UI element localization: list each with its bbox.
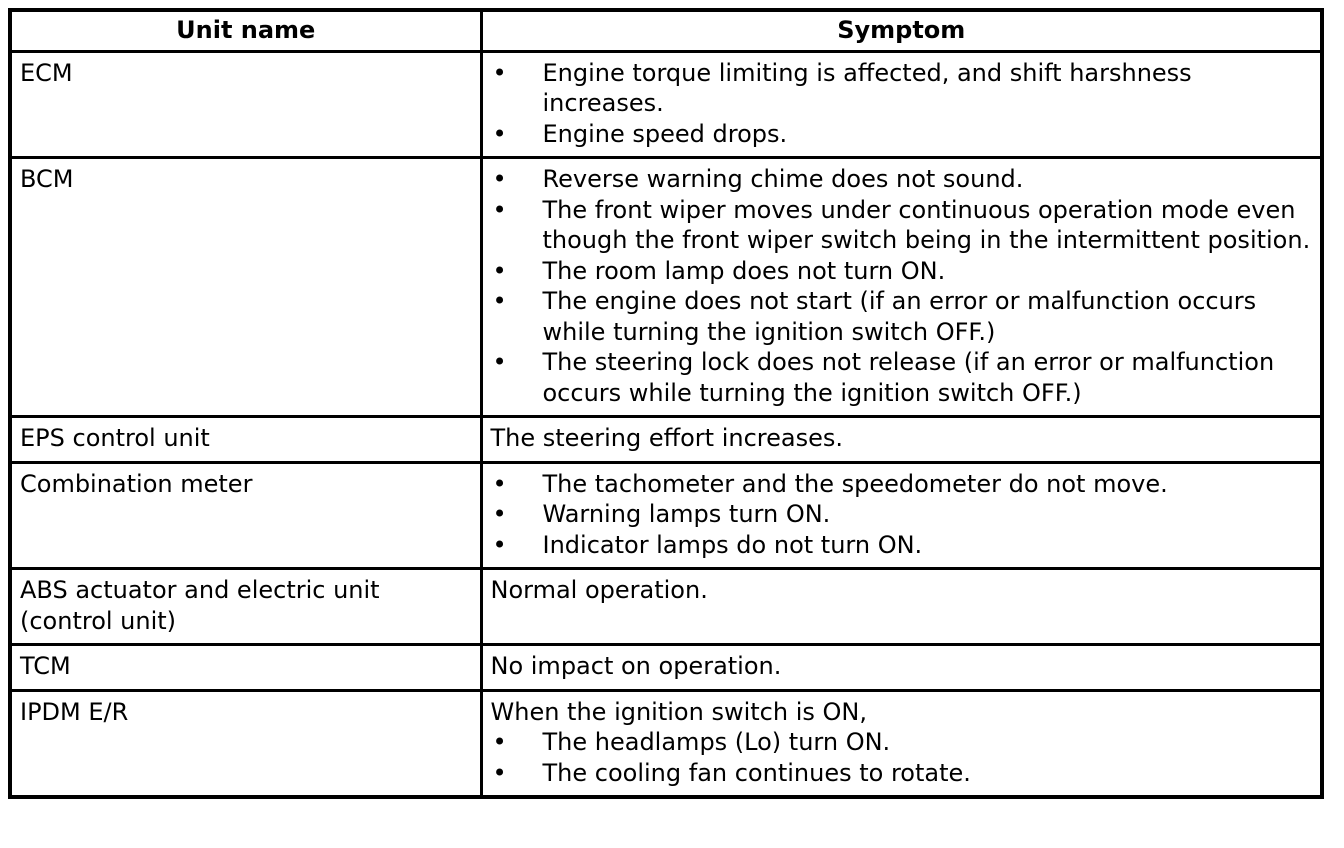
unit-name-cell: TCM: [10, 645, 481, 691]
table-row: [10, 569, 1322, 645]
table-row: [10, 462, 1322, 569]
table-body: [10, 51, 1322, 797]
table-row: [10, 417, 1322, 463]
symptom-list: [491, 727, 1313, 788]
symptom-list: [491, 58, 1313, 150]
symptom-list-item: • Engine torque limiting is affected, and shift harshness increases.: [491, 58, 1313, 119]
table-row: [10, 51, 1322, 158]
symptom-list-item: • The front wiper moves under continuous operation mode even though the front wiper switch being in the intermittent position.: [491, 195, 1313, 256]
symptom-list-item: • The engine does not start (if an error or malfunction occurs while turning the ignition switch OFF.): [491, 286, 1313, 347]
header-symptom: Symptom: [481, 10, 1322, 51]
symptom-list-item: • The headlamps (Lo) turn ON.: [491, 727, 1313, 758]
symptom-list-item: • Engine speed drops.: [491, 119, 1313, 150]
header-row: [10, 10, 1322, 51]
symptom-cell: [481, 690, 1322, 797]
symptom-cell: [481, 462, 1322, 569]
symptom-text: Normal operation.: [490, 576, 708, 604]
symptom-cell: [481, 645, 1322, 691]
symptom-list-item: • Indicator lamps do not turn ON.: [491, 530, 1313, 561]
unit-name-cell: EPS control unit: [10, 417, 481, 463]
unit-name-cell: Combination meter: [10, 462, 481, 569]
symptom-cell: [481, 51, 1322, 158]
symptom-list-item: • The room lamp does not turn ON.: [491, 256, 1313, 287]
header-unit-name: Unit name: [10, 10, 481, 51]
symptom-text: No impact on operation.: [490, 652, 782, 680]
unit-name-cell: BCM: [10, 158, 481, 417]
symptom-table: [8, 8, 1324, 799]
unit-name-cell: IPDM E/R: [10, 690, 481, 797]
unit-name-cell: ABS actuator and electric unit (control unit): [10, 569, 481, 645]
symptom-list-item: • Warning lamps turn ON.: [491, 499, 1313, 530]
symptom-cell: [481, 417, 1322, 463]
table-row: [10, 158, 1322, 417]
symptom-list-item: • Reverse warning chime does not sound.: [491, 164, 1313, 195]
symptom-list: [491, 164, 1313, 408]
table-row: [10, 690, 1322, 797]
symptom-text: When the ignition switch is ON,: [490, 697, 867, 726]
symptom-text: The steering effort increases.: [490, 424, 843, 452]
symptom-cell: [481, 569, 1322, 645]
unit-name-cell: ECM: [10, 51, 481, 158]
symptom-list-item: • The tachometer and the speedometer do not move.: [491, 469, 1313, 500]
symptom-list-item: • The cooling fan continues to rotate.: [491, 758, 1313, 789]
table-row: [10, 645, 1322, 691]
symptom-cell: [481, 158, 1322, 417]
symptom-list: [491, 469, 1313, 561]
symptom-list-item: • The steering lock does not release (if an error or malfunction occurs while turning the ignition switch OFF.): [491, 347, 1313, 408]
